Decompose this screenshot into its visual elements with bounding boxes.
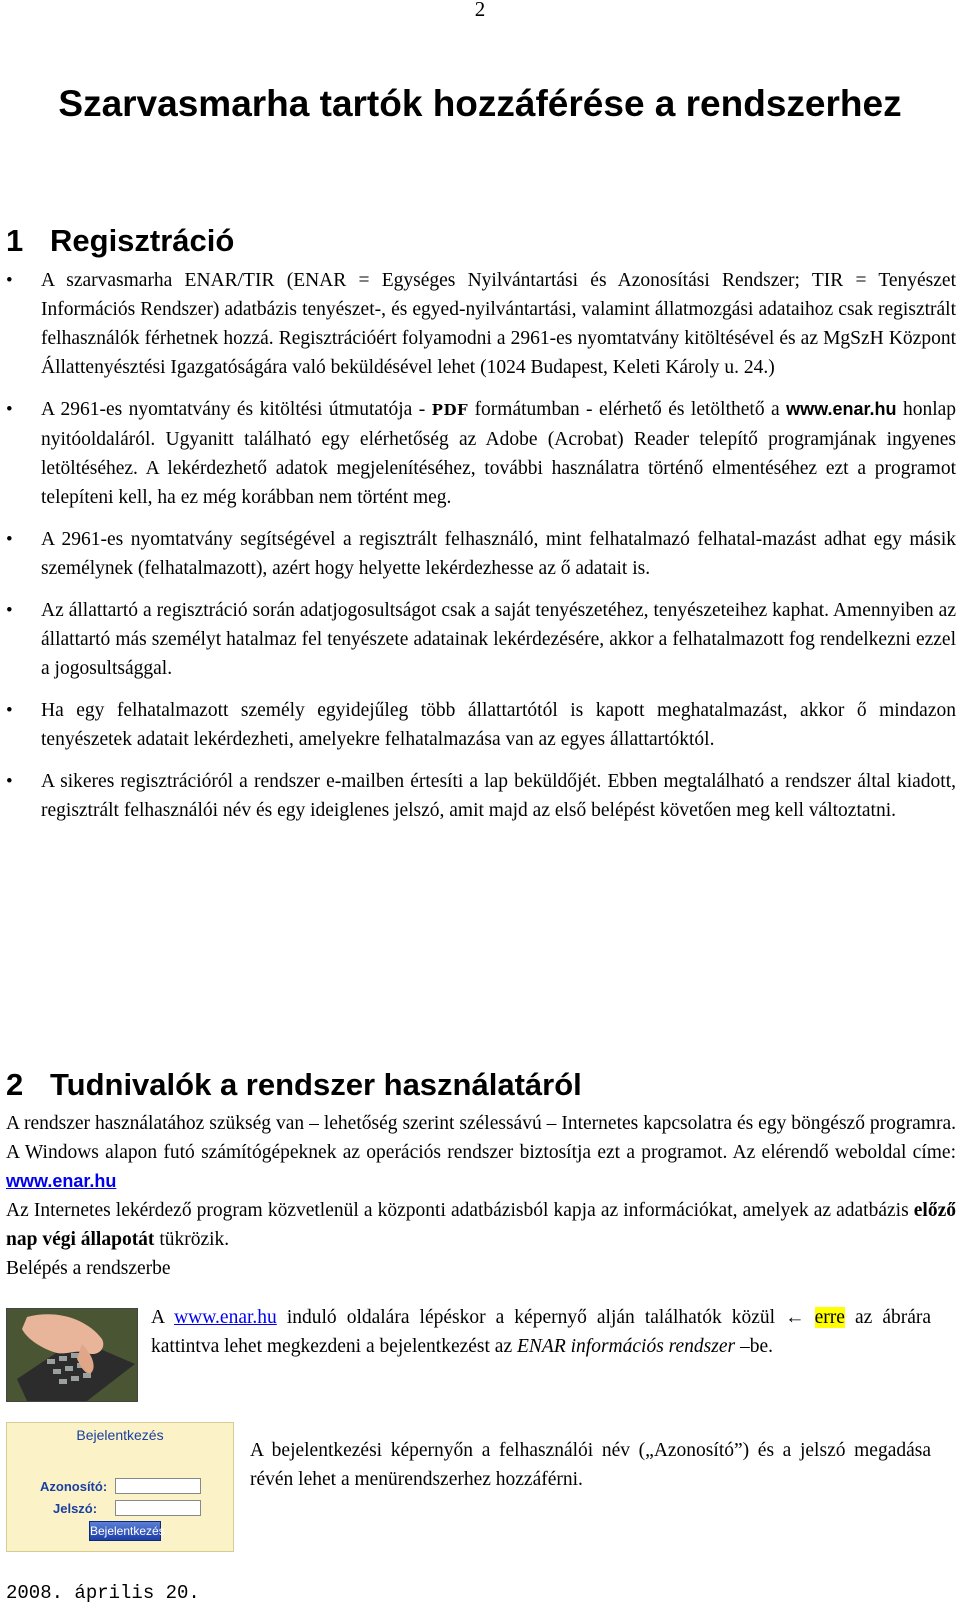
list-item bbox=[6, 596, 956, 683]
emphasis-text: előző nap végi állapotát bbox=[6, 1200, 956, 1250]
bullet-text: Az állattartó a regisztráció során adatjogosultságot csak a saját tenyészetéhez, tenyészeteihez kaphat. Amennyiben az állattartó más személyt hatalmaz fel tenyészete adatainak lekérdezésére, akkor a felhatalmazott fog rendelkezni ezzel a jogosultsággal. bbox=[41, 600, 956, 679]
highlighted-word: erre bbox=[814, 1307, 845, 1328]
password-label: Jelszó: bbox=[53, 1501, 98, 1516]
bullet-icon: • bbox=[6, 270, 13, 291]
italic-text: ENAR információs rendszer bbox=[517, 1336, 736, 1357]
document-title: Szarvasmarha tartók hozzáférése a rendszerhez bbox=[58, 83, 902, 124]
bullet-text: A sikeres regisztrációról a rendszer e-mailben értesíti a lap beküldőjét. Ebben megtalálható a rendszer által kiadott, regisztrált felhasználói név és egy ideiglenes jelszó, amit majd az első belépést követően meg kell változtatni. bbox=[41, 771, 956, 821]
arrow-left-icon: ← bbox=[785, 1307, 805, 1328]
section1-title: Regisztráció bbox=[50, 223, 235, 258]
bullet-text: Ha egy felhatalmazott személy egyidejűleg több állattartótól is kapott meghatalmazást, akkor ő mindazon tenyészetek adatait lekérdezheti, amelyekre felhatalmazása van az egyes állattartóktól. bbox=[41, 700, 956, 750]
username-label: Azonosító: bbox=[40, 1479, 108, 1494]
bullet-text: honlap nyitóoldaláról. Ugyanitt található egy elérhetőség az Adobe (Acrobat) Reader telepítő programjának ingyenes letöltéséhez. A lekérdezhető adatok megjelenítéséhez, további használatra történő elmentéséhez ezt a programot telepíteni kell, ha ez még korábban nem történt meg. bbox=[41, 399, 957, 508]
password-input[interactable] bbox=[115, 1500, 201, 1516]
page-number: 2 bbox=[474, 0, 486, 21]
bullet-text: A 2961-es nyomtatvány és kitöltési útmutatója - bbox=[41, 399, 426, 420]
list-item bbox=[6, 696, 956, 754]
bullet-icon: • bbox=[6, 399, 13, 420]
login-button[interactable]: Bejelentkezés bbox=[89, 1521, 161, 1541]
login-box-title: Bejelentkezés bbox=[76, 1427, 164, 1443]
pdf-label: PDF bbox=[431, 401, 469, 419]
enar-site-text: www.enar.hu bbox=[786, 399, 897, 419]
login-box-image bbox=[6, 1422, 234, 1552]
registration-bullet-list bbox=[6, 266, 956, 838]
section2-number: 2 bbox=[6, 1067, 24, 1102]
bullet-text: A szarvasmarha ENAR/TIR (ENAR = Egységes Nyilvántartási és Azonosítási Rendszer; TIR = Tenyészet Információs Rendszer) adatbázis tenyészet-, és egyed-nyilvántartási, valamint állatmozgási adataihoz csak regisztrált felhasználók férhetnek hozzá. Regisztrációért folyamodni a 2961-es nyomtatvány kitöltésével és az MgSzH Központ Állattenyésztési Igazgatóságára való beküldésével lehet (1024 Budapest, Keleti Károly u. 24.) bbox=[41, 270, 956, 378]
section1-number: 1 bbox=[6, 223, 24, 258]
section2-heading bbox=[6, 1066, 582, 1104]
login-entry-instructions: A www.enar.hu induló oldalára lépéskor a képernyő alján találhatók közül ← erre az ábrára kattintva lehet megkezdeni a bejelentkezést az ENAR információs rendszer –be. bbox=[151, 1307, 932, 1357]
usage-paragraphs bbox=[6, 1109, 956, 1283]
bullet-icon: • bbox=[6, 700, 13, 721]
footer-date: 2008. április 20. bbox=[6, 1582, 200, 1604]
usage-paragraph: A rendszer használatához szükség van – lehetőség szerint szélessávú – Internetes kapcsolatra és egy böngésző programra. A Windows alapon futó számítógépeknek az operációs rendszer biztosítja ezt a programot. Az elérendő weboldal címe: www.enar.hu bbox=[6, 1113, 956, 1191]
section1-heading bbox=[6, 222, 234, 260]
bullet-icon: • bbox=[6, 600, 13, 621]
list-item bbox=[6, 767, 956, 825]
bullet-text: formátumban - elérhető és letölthető a bbox=[474, 399, 780, 420]
username-input[interactable] bbox=[115, 1478, 201, 1494]
usage-paragraph: Az Internetes lekérdező program közvetlenül a központi adatbázisból kapja az információkat, amelyek az adatbázis előző nap végi állapotát tükrözik. bbox=[6, 1200, 956, 1250]
enar-link[interactable]: www.enar.hu bbox=[6, 1171, 117, 1191]
bullet-icon: • bbox=[6, 771, 13, 792]
list-item bbox=[6, 266, 956, 382]
list-item bbox=[6, 525, 956, 583]
enar-link[interactable]: www.enar.hu bbox=[174, 1307, 277, 1328]
keyboard-hand-image[interactable] bbox=[6, 1308, 138, 1402]
bullet-text: A 2961-es nyomtatvány segítségével a regisztrált felhasználó, mint felhatalmazó felhatal-mazást adhat egy másik személynek (felhatalmazott), azért hogy helyette lekérdezhesse az ő adatait is. bbox=[41, 529, 956, 579]
list-item bbox=[6, 395, 956, 512]
bullet-icon: • bbox=[6, 529, 13, 550]
section2-title: Tudnivalók a rendszer használatáról bbox=[50, 1067, 582, 1102]
login-screen-description: A bejelentkezési képernyőn a felhasználói név („Azonosító”) és a jelszó megadása révén lehet a menürendszerhez hozzáférni. bbox=[250, 1440, 931, 1490]
login-subheading: Belépés a rendszerbe bbox=[6, 1258, 171, 1279]
